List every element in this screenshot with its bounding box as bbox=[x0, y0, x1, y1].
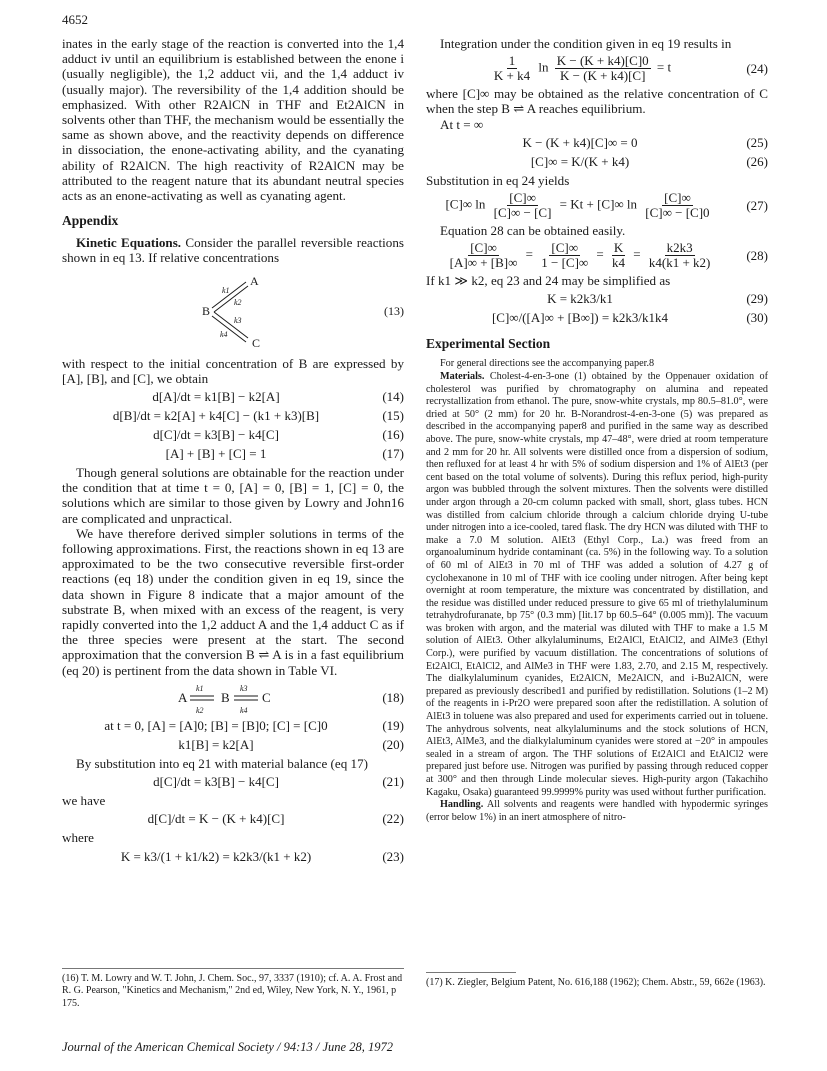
footnote-rule bbox=[426, 972, 516, 973]
general-directions: For general directions see the accompanying paper.8 bbox=[440, 358, 655, 370]
equation-19: at t = 0, [A] = [A]0; [B] = [B]0; [C] = [C]0 (19) bbox=[104, 717, 404, 733]
scheme-k2: k2 bbox=[234, 297, 242, 307]
left-column bbox=[62, 36, 404, 868]
where-paragraph: where [C]∞ may be obtained as the relative concentration of C when the step B ⇌ A reaches equilibrium. bbox=[426, 86, 768, 117]
scheme-13-arrows bbox=[62, 270, 404, 352]
footnote-17: (17) K. Ziegler, Belgium Patent, No. 616,188 (1962); Chem. Abstr., 59, 662e (1963). bbox=[426, 977, 766, 988]
equation-23: K = k3/(1 + k1/k2) = k2k3/(k1 + k2) (23) bbox=[120, 848, 404, 864]
equation-14: d[A]/dt = k1[B] − k2[A] (14) bbox=[152, 389, 404, 405]
scheme-k4: k4 bbox=[220, 329, 228, 339]
eq13-number: (13) bbox=[384, 303, 404, 318]
scheme-a: A bbox=[250, 273, 259, 288]
kinetic-run-head: Kinetic Equations. bbox=[76, 235, 182, 251]
eq18-arrows bbox=[62, 681, 404, 715]
substitution-paragraph: By substitution into eq 21 with material balance (eq 17) bbox=[76, 755, 369, 771]
scheme-c: C bbox=[252, 335, 261, 350]
intro-paragraph: inates in the early stage of the reaction is converted into the 1,4 adduct iv until an equilibrium is established between the enone i (usually negligible), the 1,2 adduct vii, and the 1,4 adduct iv (usually major). The reversibility of the 1,4 addition should be emphasized. With other R2AlCN in THF and Et2AlCN in solvents other than THF, the mechanism would be essentially the same as shown above, and the reactivity depends on difference in dissociation, the enone-activating ability, and the cyanating ability of R2AlCN. The high reactivity of R2AlCN may be attributed to the reagent nature that its abundant neutral species acts as an enone-activating as well as cyanating agent. bbox=[62, 36, 404, 204]
kinetic-text: Consider the parallel reversible reactions shown in eq 13. If relative concentrations bbox=[62, 235, 405, 266]
scheme-k3: k3 bbox=[234, 315, 242, 325]
equation-17: [A] + [B] + [C] = 1 (17) bbox=[165, 446, 404, 462]
we-have-text: we have bbox=[62, 793, 106, 809]
experimental-heading: Experimental Section bbox=[426, 336, 551, 352]
equation-20: k1[B] = k2[A] (20) bbox=[178, 736, 404, 752]
where-text: where bbox=[62, 830, 94, 846]
handling-paragraph: Handling. All solvents and reagents were handled with hypodermic syringes (error below 1%) in an inert atmosphere of nitro- bbox=[426, 799, 768, 823]
equation-16: d[C]/dt = k3[B] − k4[C] (16) bbox=[153, 427, 404, 443]
with-paragraph: with respect to the initial concentration of B are expressed by [A], [B], and [C], we obtain bbox=[62, 355, 404, 386]
page-number: 4652 bbox=[62, 12, 88, 27]
kinetic-paragraph bbox=[62, 235, 404, 265]
right-column bbox=[426, 36, 768, 824]
equation-22: d[C]/dt = K − (K + k4)[C] (22) bbox=[147, 811, 404, 827]
equation-30: [C]∞/([A]∞ + [B∞]) = k2k3/k1k4 (30) bbox=[491, 310, 768, 326]
equation-18: A B C k1 k2 k3 k4 (18) bbox=[62, 681, 404, 715]
scheme-13 bbox=[62, 270, 404, 352]
equation-29: K = k2k3/k1 (29) bbox=[547, 291, 768, 307]
substitution-24-text: Substitution in eq 24 yields bbox=[426, 172, 570, 188]
though-paragraph: Though general solutions are obtainable for the reaction under the condition that at time t = 0, [A] = 0, [B] = 1, [C] = 0, the solutions which are similar to those given by Lowry and John16 are complicated and unpractical. bbox=[62, 465, 404, 526]
equation-21: d[C]/dt = k3[B] − k4[C] (21) bbox=[153, 774, 404, 790]
equation-24: $\frac{1}{K + k4}$ ln $\frac{K - (K + k4)[C]0}{K - (K + k4)[C]}$ = t (24) bbox=[493, 53, 768, 84]
equation-15: d[B]/dt = k2[A] + k4[C] − (k1 + k3)[B] (15) bbox=[112, 408, 404, 424]
equation-28: $\frac{[C]\infty}{[A]\infty + [B]\infty}$ = $\frac{[C]\infty}{1 - [C]\infty}$ = $\frac{K}{k4}$ = $\frac{k2k3}{k4(k1 + k2)}$ (28) bbox=[449, 240, 768, 271]
approximation-paragraph: We have therefore derived simpler solutions in terms of the following approximations. First, the reactions shown in eq 13 are approximated to be the two consecutive reversible first-order reactions (eq 18) under the condition given in eq 19, since the data shown in Figure 8 indicate that a major amount of the substrate B, when mixed with an excess of the reagent, is very rapidly converted into the 1,2 adduct A and the 1,4 adduct C as if the three species were present at the start. The second approximation that the conversion B ⇌ A is in a fast equilibrium (eq 20) is pertinent from the data shown in Table VI. bbox=[62, 525, 404, 678]
integration-paragraph: Integration under the condition given in eq 19 results in bbox=[440, 36, 732, 51]
materials-paragraph: Materials. Cholest-4-en-3-one (1) obtained by the Oppenauer oxidation of cholesterol was purified by chromatography on alumina and repeated recrystallization from ethanol. The pure, snow-white crystals, mp 80.5–81.0°, were dried at 50° (2 mm) for 20 hr. B-Norandrost-4-en-3-one (5) was prepared as described in the accompanying paper8 and purified in the same way as described above. The pure, snow-white crystals, mp 47–48°, were dried at room temperature and 2 mm for 20 hr. All solvents were distilled once from a dispersion of sodium, then refluxed for at least 4 hr with 5% of sodium dispersion and 1% of AlEt3 (per cent based on the total volume of solvents). During this reflux period, high-purity argon was bubbled through the solvent mixtures. Then the solvents were distilled under argon through a 20-cm column packed with small, short, glass tubes. HCN was distilled from calcium chloride through a calcium chloride drying U-tube under nitrogen into a ice-cooled, tared flask. The dry HCN was diluted with THF to make a 7.0 M solution. AlEt3 (Ethyl Corp., La.) was freed from an organoaluminum hydride contaminant (ca. 5%) in the following way. To a solution of 60 ml of AlEt3 in 70 ml of THF was added a solution of 4.27 g of cyclohexanone in 10 ml of THF with ice cooling under nitrogen. After being kept overnight at room temperature, the mixture was concentrated by distillation, and the residue was distilled under reduced pressure to give 65 ml of triethylaluminum tetrahydrofuranate, bp 75° (0.3 mm) [lit.17 bp 60.5–64° (0.005 mm)]. The vacuum was broken with argon, and the material was diluted with THF to make a 1.5 M solution of AlEt3. Other alkylaluminums, Et2AlCl, EtAlCl2, and AlMe3 (Ethyl Corp.), were purified by vacuum distillation. The concentrations of solutions of Et2AlCl, EtAlCl2, and AlMe3 in THF were 1.83, 2.70, and 2.15 M, respectively. The dialkylaluminum cyanides, Et2AlCN, Me2AlCN, and i-Bu2AlCN, were prepared as previously described1 and purified by redistillation. Solutions (1–2 M) of the reagents in i-Pr2O were prepared soon after the redistillation. A solution of AlEt3 in toluene was also prepared and used for experiments carried out in toluene. The anhydrous solvents, neat alkylaluminums and the stock solutions of HCN, AlEt3, AlMe3, and the dialkylaluminum cyanides were stored at −20° in ampoules sealed in a stream of argon. The THF solutions of Et2AlCl and EtAlCl2 were prepared just before use. Nitrogen was purified by passing through reduced copper at 300° and then through Linde molecular sieves. High-purity argon (Takachiho Kagaku, Osaka) guaranteed 99.9999% purity was used without further purification. bbox=[426, 371, 768, 798]
appendix-heading: Appendix bbox=[62, 213, 119, 229]
scheme-b: B bbox=[202, 303, 211, 318]
footnote-17-block bbox=[426, 968, 768, 989]
equation-26: [C]∞ = K/(K + k4) (26) bbox=[530, 153, 768, 169]
equation-25: K − (K + k4)[C]∞ = 0 (25) bbox=[522, 134, 768, 150]
equation-27: [C]∞ ln $\frac{[C]\infty}{[C]\infty - [C]}$ = Kt + [C]∞ ln $\frac{[C]\infty}{[C]\infty - [C]0}$ (27) bbox=[445, 190, 768, 221]
journal-footer: Journal of the American Chemical Society / 94:13 / June 28, 1972 bbox=[62, 1040, 393, 1054]
scheme-k1: k1 bbox=[222, 285, 230, 295]
footnote-16: (16) T. M. Lowry and W. T. John, J. Chem. Soc., 97, 3337 (1910); cf. A. A. Frost and R. G. Pearson, "Kinetics and Mechanism," 2nd ed, Wiley, New York, N. Y., 1961, p 175. bbox=[62, 968, 404, 1010]
at-infinity: At t = ∞ bbox=[440, 116, 484, 132]
if-paragraph: If k1 ≫ k2, eq 23 and 24 may be simplified as bbox=[426, 273, 671, 289]
eq28-intro: Equation 28 can be obtained easily. bbox=[440, 223, 626, 239]
